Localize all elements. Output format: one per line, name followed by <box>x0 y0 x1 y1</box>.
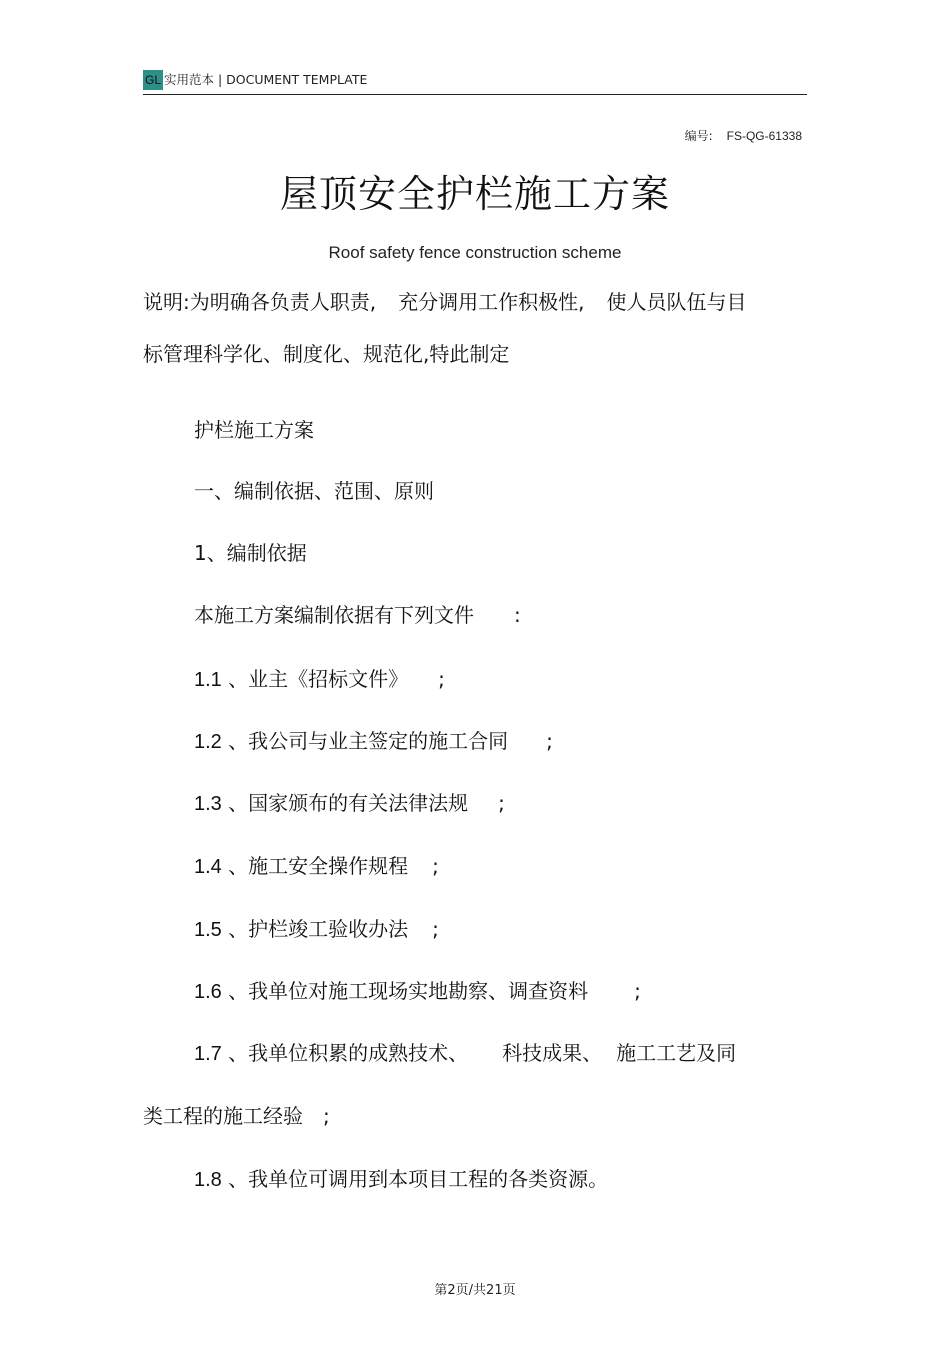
chapter-heading: 一、编制依据、范围、原则 <box>194 479 434 503</box>
page-footer: 第2页/共21页 <box>434 1283 516 1298</box>
list-item-end: ; <box>498 791 505 815</box>
document-header <box>143 70 807 95</box>
document-number-label: 编号: <box>684 129 713 143</box>
intro-part-a: 说明:为明确各负责人职责, <box>143 290 377 314</box>
list-item-7-line-1 <box>194 1038 736 1069</box>
list-item-end: ; <box>634 979 641 1003</box>
list-item-end: ; <box>432 917 439 941</box>
page-subtitle: Roof safety fence construction scheme <box>328 243 622 262</box>
list-item <box>194 914 439 945</box>
list-item-number: 1.6 <box>194 981 222 1003</box>
header-title: 实用范本 | DOCUMENT TEMPLATE <box>164 72 368 87</box>
intro-line-1 <box>143 287 746 317</box>
intro-part-c: 使人员队伍与目 <box>606 290 747 314</box>
list-item-number: 1.7 <box>194 1043 222 1065</box>
document-number-value: FS-QG-61338 <box>726 129 802 143</box>
document-number <box>685 127 802 144</box>
list-item <box>194 788 505 819</box>
list-item-number: 1.3 <box>194 793 222 815</box>
list-item-number: 1.1 <box>194 669 222 691</box>
list-item-end: ; <box>432 854 439 878</box>
section-heading: 护栏施工方案 <box>194 418 314 442</box>
list-item <box>194 851 439 882</box>
gl-logo: GL <box>143 70 163 90</box>
list-item <box>194 726 553 757</box>
list-item-7-end: ; <box>323 1104 330 1128</box>
list-item-7-part-c: 施工工艺及同 <box>616 1041 737 1065</box>
list-item-end: ; <box>546 729 553 753</box>
list-item-end: ; <box>438 667 445 691</box>
sub-heading: 1、编制依据 <box>194 541 307 565</box>
list-item-number: 1.2 <box>194 731 222 753</box>
basis-intro-text: 本施工方案编制依据有下列文件 <box>194 603 474 627</box>
list-item-7-part-b: 科技成果、 <box>502 1041 603 1065</box>
list-item-number: 1.4 <box>194 856 222 878</box>
list-item-text: 、施工安全操作规程 <box>228 854 409 878</box>
list-item <box>194 664 445 695</box>
list-item-7-line-2 <box>143 1101 330 1131</box>
list-item <box>194 976 641 1007</box>
intro-part-b: 充分调用工作积极性, <box>398 290 585 314</box>
list-item-number: 1.5 <box>194 919 222 941</box>
list-item-7-part-a: 、我单位积累的成熟技术、 <box>228 1041 469 1065</box>
list-item-text: 、我单位对施工现场实地勘察、调查资料 <box>228 979 589 1003</box>
intro-line-2: 标管理科学化、制度化、规范化,特此制定 <box>143 342 510 366</box>
page-title: 屋顶安全护栏施工方案 <box>279 172 670 216</box>
list-item-text: 、我单位可调用到本项目工程的各类资源。 <box>228 1167 609 1191</box>
list-item-text: 、业主《招标文件》 <box>228 667 409 691</box>
list-item-number: 1.8 <box>194 1169 222 1191</box>
basis-intro <box>194 600 521 630</box>
list-item <box>194 1164 608 1195</box>
list-item-text: 、护栏竣工验收办法 <box>228 917 409 941</box>
list-item-text: 、我公司与业主签定的施工合同 <box>228 729 509 753</box>
list-item-text: 、国家颁布的有关法律法规 <box>228 791 469 815</box>
list-item-7-line-2-text: 类工程的施工经验 <box>143 1104 303 1128</box>
basis-intro-end: : <box>514 603 521 627</box>
